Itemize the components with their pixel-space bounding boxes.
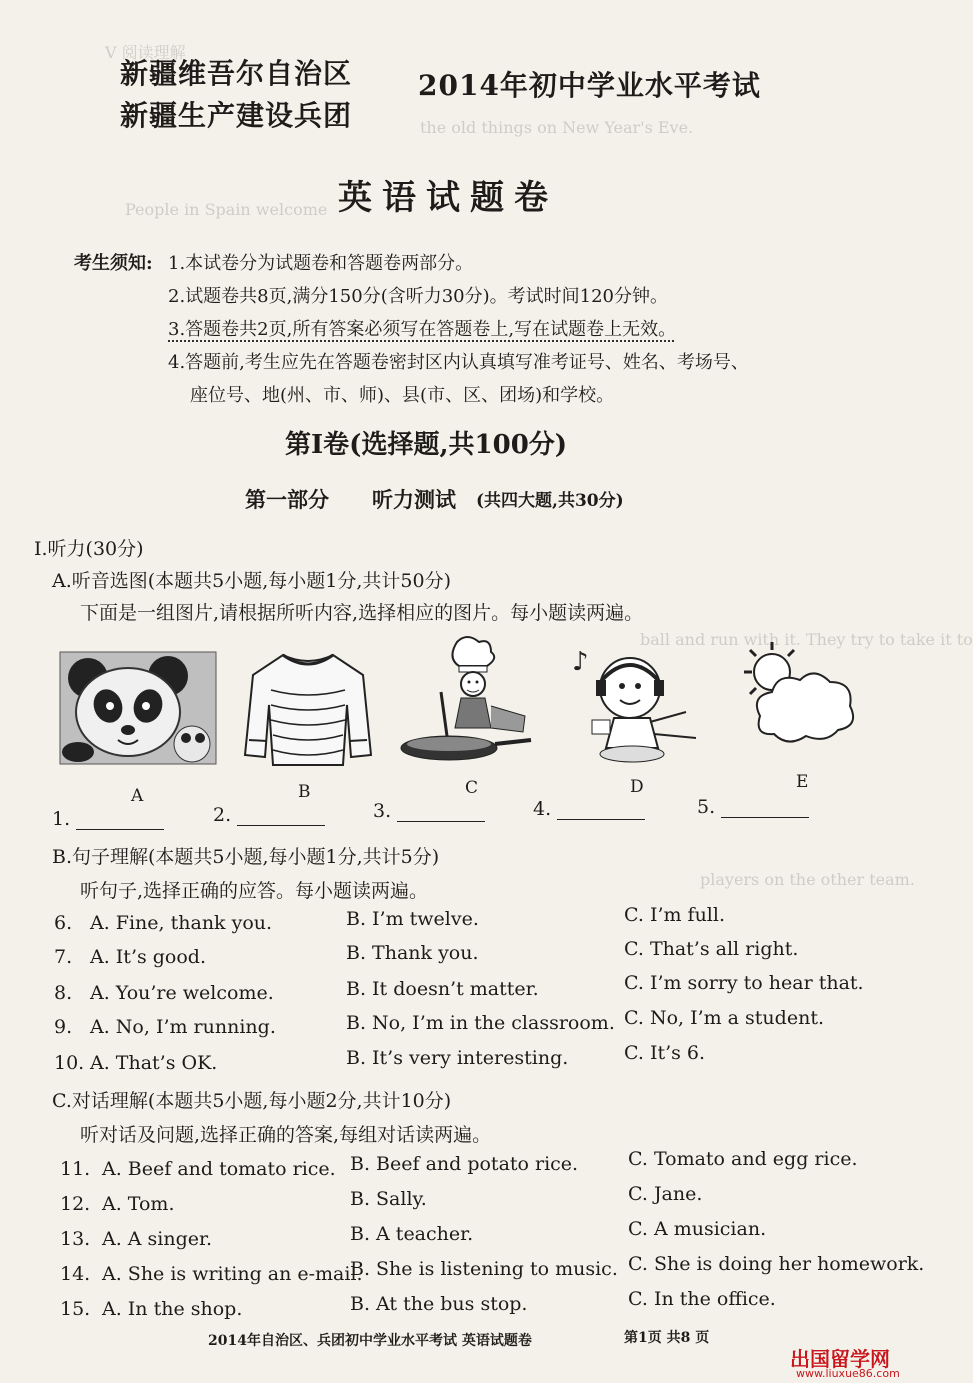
option-a: A. Beef and tomato rice. [102, 1158, 336, 1180]
blank-number: 4. [533, 798, 552, 820]
part-title: 听力测试 [372, 487, 456, 512]
sweater-picture [243, 645, 373, 770]
volume-heading: 第Ⅰ卷(选择题,共100分) [285, 430, 568, 460]
question-number: 14. [60, 1263, 91, 1285]
paper-title: 英语试题卷 [338, 178, 558, 218]
option-a: A. Fine, thank you. [90, 912, 273, 934]
bleed-through-text: V 阅读理解 [105, 43, 186, 62]
notice-item: 2.试题卷共8页,满分150分(含听力30分)。考试时间120分钟。 [168, 286, 669, 307]
option-c: C. It’s 6. [624, 1042, 706, 1064]
blank-number: 2. [213, 804, 232, 826]
option-c: C. I’m sorry to hear that. [624, 972, 864, 994]
answer-blank-4 [533, 798, 645, 820]
option-c: C. A musician. [628, 1218, 767, 1240]
picture-label: E [796, 772, 809, 792]
bleed-through-text: People in Spain welcome [125, 200, 328, 219]
answer-blank-3 [373, 800, 485, 822]
question-number: 9. [54, 1016, 73, 1038]
svg-text:♪: ♪ [572, 647, 589, 677]
option-c: C. That’s all right. [624, 938, 799, 960]
option-a: A. She is writing an e-mail. [102, 1263, 363, 1285]
question-number: 8. [54, 982, 73, 1004]
option-b: B. It’s very interesting. [346, 1047, 569, 1069]
music-listener-picture [566, 636, 704, 766]
region-line-2: 新疆生产建设兵团 [120, 99, 353, 132]
option-a: A. That’s OK. [90, 1052, 218, 1074]
notice-item: 座位号、地(州、市、师)、县(市、区、团场)和学校。 [190, 385, 615, 406]
footer-exam-info: 2014年自治区、兵团初中学业水平考试 英语试题卷 [208, 1333, 532, 1349]
bleed-through-text: players on the other team. [700, 870, 915, 889]
question-number: 11. [60, 1158, 91, 1180]
section-a-instruction: 下面是一组图片,请根据所听内容,选择相应的图片。每小题读两遍。 [80, 602, 644, 624]
picture-label: C [465, 778, 479, 798]
question-number: 6. [54, 912, 73, 934]
question-number: 7. [54, 946, 73, 968]
option-c: C. Tomato and egg rice. [628, 1148, 858, 1170]
chef-picture [395, 636, 535, 768]
section-a-heading: A.听音选图(本题共5小题,每小题1分,共计50分) [52, 570, 452, 592]
option-b: B. Beef and potato rice. [350, 1153, 579, 1175]
question-number: 15. [60, 1298, 91, 1320]
option-b: B. At the bus stop. [350, 1293, 528, 1315]
answer-blank-2 [213, 804, 325, 826]
option-a: A. Tom. [102, 1193, 175, 1215]
option-b: B. A teacher. [350, 1223, 474, 1245]
option-b: B. Thank you. [346, 942, 479, 964]
picture-label: B [298, 782, 311, 802]
picture-label: A [131, 786, 144, 806]
question-number: 10. [54, 1052, 85, 1074]
answer-line [76, 811, 164, 830]
section-c-instruction: 听对话及问题,选择正确的答案,每组对话读两遍。 [80, 1124, 492, 1146]
bleed-through-text: the old things on New Year's Eve. [420, 118, 694, 137]
option-a: A. In the shop. [102, 1298, 243, 1320]
answer-line [557, 801, 645, 820]
blank-number: 1. [52, 808, 71, 830]
option-c: C. Jane. [628, 1183, 703, 1205]
notice-item: 4.答题前,考生应先在答题卷密封区内认真填写准考证号、姓名、考场号、 [168, 352, 749, 373]
notice-item: 3.答题卷共2页,所有答案必须写在答题卷上,写在试题卷上无效。 [168, 319, 677, 340]
option-b: B. I’m twelve. [346, 908, 479, 930]
option-b: B. It doesn’t matter. [346, 978, 539, 1000]
notice-label: 考生须知: [74, 253, 153, 274]
option-c: C. She is doing her homework. [628, 1253, 925, 1275]
section-b-heading: B.句子理解(本题共5小题,每小题1分,共计5分) [52, 846, 440, 868]
footer-page-number: 第1页 共8 页 [624, 1330, 710, 1346]
region-line-1: 新疆维吾尔自治区 [120, 57, 353, 90]
option-a: A. It’s good. [90, 946, 207, 968]
option-b: B. She is listening to music. [350, 1258, 618, 1280]
option-b: B. Sally. [350, 1188, 427, 1210]
answer-blank-5 [697, 796, 809, 818]
listening-heading: I.听力(30分) [34, 538, 144, 560]
bleed-through-text: ball and run with it. They try to take it to [640, 630, 973, 649]
option-c: C. No, I’m a student. [624, 1007, 824, 1029]
question-number: 13. [60, 1228, 91, 1250]
option-b: B. No, I’m in the classroom. [346, 1012, 615, 1034]
answer-blank-1 [52, 808, 164, 830]
panda-picture [60, 652, 216, 764]
watermark-logo: 出国留学网 [790, 1347, 890, 1371]
answer-line [397, 803, 485, 822]
picture-label: D [630, 777, 644, 797]
section-c-heading: C.对话理解(本题共5小题,每小题2分,共计10分) [52, 1090, 452, 1112]
section-b-instruction: 听句子,选择正确的应答。每小题读两遍。 [80, 880, 429, 902]
part-name: 第一部分 [245, 487, 329, 512]
notice-item: 1.本试卷分为试题卷和答题卷两部分。 [168, 253, 474, 274]
option-c: C. In the office. [628, 1288, 776, 1310]
watermark-url: www.liuxue86.com [796, 1367, 900, 1380]
answer-line [721, 799, 809, 818]
option-a: A. A singer. [102, 1228, 213, 1250]
question-number: 12. [60, 1193, 91, 1215]
exam-name: 2014年初中学业水平考试 [418, 69, 761, 102]
part-description: (共四大题,共30分) [476, 491, 624, 511]
blank-number: 5. [697, 796, 716, 818]
blank-number: 3. [373, 800, 392, 822]
sun-cloud-picture [730, 636, 860, 756]
option-a: A. You’re welcome. [90, 982, 274, 1004]
option-c: C. I’m full. [624, 904, 726, 926]
answer-line [237, 807, 325, 826]
option-a: A. No, I’m running. [90, 1016, 276, 1038]
